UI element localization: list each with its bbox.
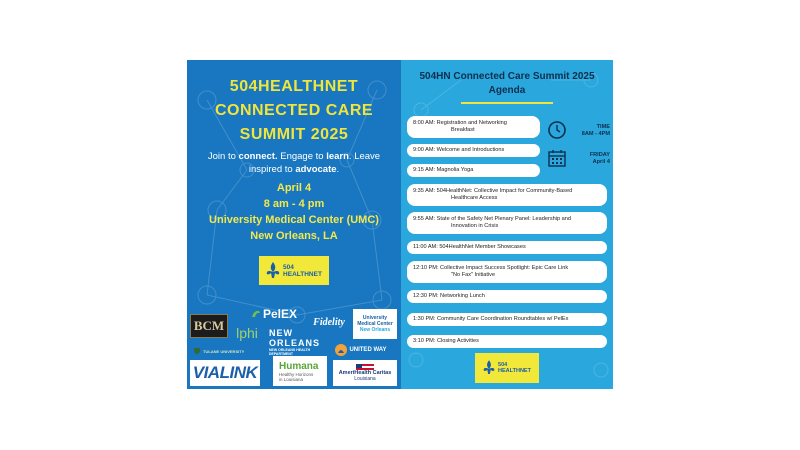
- agenda-title: 504HN Connected Care Summit 2025: [419, 71, 595, 82]
- sponsor-vialink-logo: [190, 360, 260, 386]
- sponsor-pelex-logo: [244, 306, 304, 322]
- sponsor-humana-logo: [273, 356, 327, 386]
- agenda-item: [407, 335, 607, 348]
- agenda-item-subtext: "No Fax" Initiative: [451, 272, 496, 278]
- logo-line-2: HEALTHNET: [283, 270, 322, 278]
- amerihealth-line-1: AmeriHealth Caritas: [338, 370, 392, 376]
- agenda-item: [407, 313, 607, 326]
- agenda-item: [407, 261, 607, 283]
- agenda-item: [407, 241, 607, 254]
- new-orleans-line-1: NEW ORLEANS: [269, 328, 321, 348]
- bcm-text: BCM: [193, 318, 225, 333]
- summit-title-line-3: SUMMIT 2025: [239, 126, 349, 143]
- event-date: April 4: [276, 182, 312, 194]
- umc-line-3: New Orleans: [359, 327, 391, 333]
- fleur-de-lis-icon: [483, 360, 495, 376]
- agenda-item-subtext: Breakfast: [451, 127, 475, 133]
- lphi-text: lphi: [236, 325, 258, 341]
- sponsor-bcm-logo: [190, 314, 228, 338]
- agenda-item: [407, 290, 607, 303]
- humana-line-1: Humana: [279, 360, 319, 372]
- sponsor-tulane-logo: [193, 346, 255, 356]
- summit-title-line-2: CONNECTED CARE: [214, 102, 374, 119]
- tulane-shield-icon: [193, 347, 201, 355]
- new-orleans-line-2: NEW ORLEANS HEALTH DEPARTMENT: [269, 348, 311, 356]
- agenda-item: [407, 116, 540, 138]
- agenda-item-text: 11:00 AM: 504HealthNet Member Showcases: [413, 243, 526, 250]
- summit-tagline: [197, 150, 391, 176]
- event-city: New Orleans, LA: [250, 230, 338, 242]
- pelican-icon: [251, 309, 261, 319]
- event-time: 8 am - 4 pm: [263, 198, 325, 210]
- time-label-line-1: TIME: [596, 124, 610, 130]
- tagline-line-2: inspired to advocate.: [248, 164, 340, 175]
- tulane-text: TULANE UNIVERSITY: [203, 348, 245, 354]
- agenda-item-text: 9:55 AM: State of the Safety Net Plenary Panel: Leadership and: [413, 215, 571, 222]
- fidelity-text: Fidelity: [313, 316, 345, 328]
- agenda-subtitle: Agenda: [488, 85, 526, 96]
- sponsor-amerihealth-logo: [333, 360, 397, 386]
- fleur-de-lis-icon: [266, 262, 280, 280]
- agenda-item: [407, 144, 540, 157]
- day-label-line-2: April 4: [592, 159, 610, 165]
- clock-icon: [548, 121, 566, 139]
- day-label-line-1: FRIDAY: [589, 152, 610, 158]
- title-underline: [461, 102, 553, 104]
- agenda-item-text: 12:30 PM: Networking Lunch: [413, 292, 485, 299]
- summit-flyer: [187, 60, 613, 389]
- sponsor-united-way-logo: [333, 342, 389, 358]
- time-label-line-2: 8AM - 4PM: [581, 131, 610, 137]
- agenda-panel: [401, 60, 613, 389]
- humana-line-3: in Louisiana: [279, 376, 304, 382]
- time-label: [570, 124, 610, 138]
- vialink-text: VIALINK: [192, 363, 258, 382]
- logo-line-1: 504: [498, 362, 508, 368]
- agenda-item-text: 8:00 AM: Registration and Networking: [413, 119, 507, 126]
- amerihealth-line-2: Louisiana: [354, 376, 376, 382]
- humana-line-2: Healthy Horizons: [279, 371, 314, 377]
- day-label: [570, 152, 610, 166]
- logo-line-2: HEALTHNET: [498, 368, 531, 374]
- agenda-item-text: 3:10 PM: Closing Activities: [413, 337, 479, 344]
- agenda-item-subtext: Healthcare Access: [451, 195, 498, 201]
- agenda-item-text: 1:30 PM: Community Care Coordination Roundtables w/ PelEx: [413, 315, 569, 322]
- umc-line-2: Medical Center: [357, 321, 393, 327]
- calendar-icon: [548, 149, 566, 167]
- agenda-item-text: 9:35 AM: 504HealthNet: Collective Impact for Community-Based: [413, 187, 573, 194]
- united-way-text: UNITED WAY: [349, 347, 387, 353]
- umc-line-1: University: [362, 315, 388, 321]
- agenda-item: [407, 184, 607, 206]
- agenda-item: [407, 164, 540, 177]
- logo-wordmark: [498, 362, 531, 374]
- logo-wordmark: [283, 264, 322, 278]
- sponsor-lphi-logo: [232, 322, 262, 344]
- united-way-hand-icon: [335, 344, 347, 356]
- event-venue: University Medical Center (UMC): [209, 214, 379, 226]
- summit-title-line-1: 504HEALTHNET: [229, 78, 359, 95]
- sponsor-new-orleans-logo: [269, 328, 335, 356]
- agenda-item-text: 9:15 AM: Magnolia Yoga: [413, 166, 474, 173]
- agenda-item: [407, 212, 607, 234]
- agenda-item-subtext: Innovation in Crisis: [451, 223, 499, 229]
- 504healthnet-logo: [475, 353, 539, 383]
- sponsor-umc-logo: [353, 309, 397, 339]
- 504healthnet-logo: [259, 256, 329, 285]
- summit-info-panel: [187, 60, 401, 389]
- pelex-text: PelEX: [262, 307, 298, 321]
- logo-line-1: 504: [283, 263, 294, 271]
- tagline-line-1: Join to connect. Engage to learn. Leave: [207, 151, 381, 162]
- agenda-item-text: 12:10 PM: Collective Impact Success Spotlight: Epic Care Link: [413, 264, 569, 271]
- agenda-item-text: 9:00 AM: Welcome and Introductions: [413, 146, 505, 153]
